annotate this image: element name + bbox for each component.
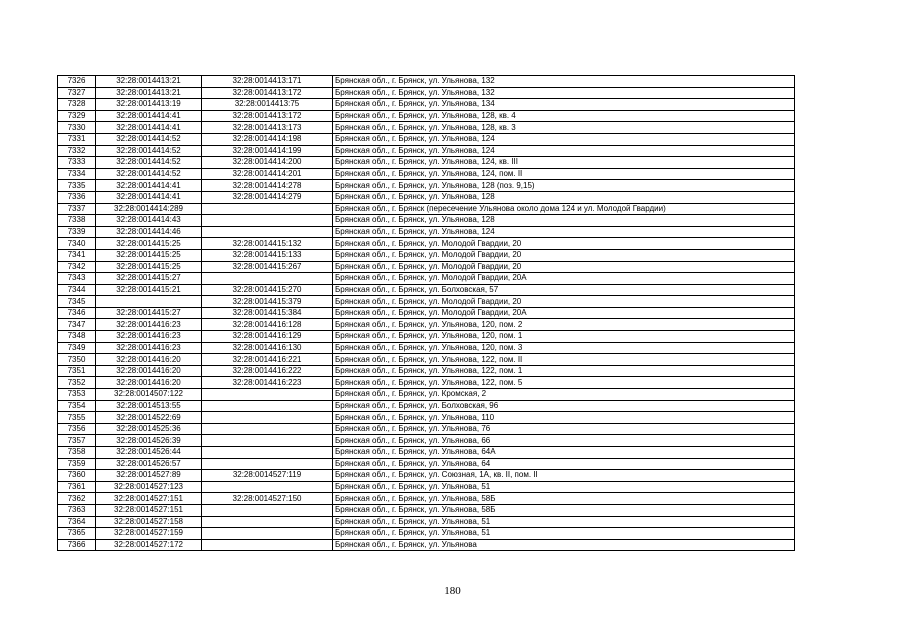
land-cadastral-number-cell: 32:28:0014527:151 <box>96 493 202 505</box>
address-cell: Брянская обл., г. Брянск, ул. Ульянова, 124 <box>333 133 795 145</box>
object-cadastral-number-cell <box>202 389 333 401</box>
table-row <box>58 365 795 377</box>
address-cell: Брянская обл., г. Брянск, ул. Ульянова, 128 (поз. 9,15) <box>333 180 795 192</box>
object-cadastral-number-cell <box>202 226 333 238</box>
table-row <box>58 273 795 285</box>
row-number-cell: 7332 <box>58 145 96 157</box>
address-cell: Брянская обл., г. Брянск, ул. Ульянова, 122, пом. II <box>333 354 795 366</box>
address-cell: Брянская обл., г. Брянск, ул. Ульянова, 64 <box>333 458 795 470</box>
row-number-cell: 7342 <box>58 261 96 273</box>
table-row <box>58 99 795 111</box>
address-cell: Брянская обл., г. Брянск, ул. Ульянова, 128 <box>333 191 795 203</box>
land-cadastral-number-cell: 32:28:0014414:52 <box>96 157 202 169</box>
address-cell: Брянская обл., г. Брянск, ул. Молодой Гвардии, 20А <box>333 307 795 319</box>
table-row <box>58 470 795 482</box>
table-row <box>58 203 795 215</box>
address-cell: Брянская обл., г. Брянск, ул. Ульянова, 64А <box>333 447 795 459</box>
row-number-cell: 7350 <box>58 354 96 366</box>
row-number-cell: 7362 <box>58 493 96 505</box>
table-row <box>58 284 795 296</box>
row-number-cell: 7335 <box>58 180 96 192</box>
land-cadastral-number-cell: 32:28:0014527:172 <box>96 539 202 551</box>
row-number-cell: 7333 <box>58 157 96 169</box>
table-row <box>58 145 795 157</box>
land-cadastral-number-cell: 32:28:0014416:20 <box>96 365 202 377</box>
row-number-cell: 7340 <box>58 238 96 250</box>
row-number-cell: 7365 <box>58 528 96 540</box>
object-cadastral-number-cell: 32:28:0014416:223 <box>202 377 333 389</box>
object-cadastral-number-cell <box>202 458 333 470</box>
object-cadastral-number-cell: 32:28:0014414:201 <box>202 168 333 180</box>
object-cadastral-number-cell: 32:28:0014527:150 <box>202 493 333 505</box>
address-cell: Брянская обл., г. Брянск, ул. Ульянова, 122, пом. 5 <box>333 377 795 389</box>
table-row <box>58 238 795 250</box>
object-cadastral-number-cell <box>202 516 333 528</box>
address-cell: Брянская обл., г. Брянск, ул. Ульянова, 120, пом. 3 <box>333 342 795 354</box>
object-cadastral-number-cell: 32:28:0014415:384 <box>202 307 333 319</box>
address-cell: Брянская обл., г. Брянск, ул. Болховская, 96 <box>333 400 795 412</box>
row-number-cell: 7331 <box>58 133 96 145</box>
address-cell: Брянская обл., г. Брянск, ул. Ульянова, 66 <box>333 435 795 447</box>
address-cell: Брянская обл., г. Брянск, ул. Ульянова, 124 <box>333 145 795 157</box>
object-cadastral-number-cell: 32:28:0014414:279 <box>202 191 333 203</box>
address-cell: Брянская обл., г. Брянск, ул. Ульянова, 51 <box>333 481 795 493</box>
row-number-cell: 7357 <box>58 435 96 447</box>
land-cadastral-number-cell: 32:28:0014416:20 <box>96 354 202 366</box>
row-number-cell: 7355 <box>58 412 96 424</box>
table-row <box>58 168 795 180</box>
address-cell: Брянская обл., г. Брянск, ул. Молодой Гвардии, 20 <box>333 261 795 273</box>
land-cadastral-number-cell: 32:28:0014414:41 <box>96 180 202 192</box>
address-cell: Брянская обл., г. Брянск, ул. Ульянова <box>333 539 795 551</box>
land-cadastral-number-cell: 32:28:0014414:43 <box>96 215 202 227</box>
object-cadastral-number-cell: 32:28:0014413:172 <box>202 110 333 122</box>
object-cadastral-number-cell: 32:28:0014414:199 <box>202 145 333 157</box>
object-cadastral-number-cell <box>202 481 333 493</box>
table-row <box>58 296 795 308</box>
land-cadastral-number-cell: 32:28:0014415:21 <box>96 284 202 296</box>
row-number-cell: 7361 <box>58 481 96 493</box>
land-cadastral-number-cell: 32:28:0014527:159 <box>96 528 202 540</box>
table-row <box>58 110 795 122</box>
object-cadastral-number-cell: 32:28:0014414:278 <box>202 180 333 192</box>
land-cadastral-number-cell: 32:28:0014415:25 <box>96 249 202 261</box>
row-number-cell: 7337 <box>58 203 96 215</box>
table-row <box>58 539 795 551</box>
table-row <box>58 76 795 88</box>
land-cadastral-number-cell: 32:28:0014527:123 <box>96 481 202 493</box>
address-cell: Брянская обл., г. Брянск, ул. Ульянова, 124, пом. II <box>333 168 795 180</box>
address-cell: Брянская обл., г. Брянск, ул. Молодой Гвардии, 20 <box>333 296 795 308</box>
row-number-cell: 7347 <box>58 319 96 331</box>
row-number-cell: 7359 <box>58 458 96 470</box>
row-number-cell: 7343 <box>58 273 96 285</box>
land-cadastral-number-cell: 32:28:0014414:289 <box>96 203 202 215</box>
object-cadastral-number-cell: 32:28:0014416:128 <box>202 319 333 331</box>
object-cadastral-number-cell <box>202 504 333 516</box>
address-cell: Брянская обл., г. Брянск, ул. Ульянова, 120, пом. 1 <box>333 331 795 343</box>
address-cell: Брянская обл., г. Брянск, ул. Ульянова, 76 <box>333 423 795 435</box>
table-row <box>58 412 795 424</box>
object-cadastral-number-cell: 32:28:0014415:270 <box>202 284 333 296</box>
address-cell: Брянская обл., г. Брянск, ул. Ульянова, 58Б <box>333 493 795 505</box>
address-cell: Брянская обл., г. Брянск, ул. Ульянова, 110 <box>333 412 795 424</box>
land-cadastral-number-cell: 32:28:0014513:55 <box>96 400 202 412</box>
object-cadastral-number-cell <box>202 423 333 435</box>
land-cadastral-number-cell: 32:28:0014414:52 <box>96 145 202 157</box>
land-cadastral-number-cell: 32:28:0014526:39 <box>96 435 202 447</box>
row-number-cell: 7334 <box>58 168 96 180</box>
land-cadastral-number-cell <box>96 296 202 308</box>
address-cell: Брянская обл., г. Брянск, ул. Ульянова, 124, кв. III <box>333 157 795 169</box>
table-row <box>58 389 795 401</box>
object-cadastral-number-cell: 32:28:0014413:75 <box>202 99 333 111</box>
row-number-cell: 7356 <box>58 423 96 435</box>
row-number-cell: 7330 <box>58 122 96 134</box>
table-row <box>58 400 795 412</box>
table-row <box>58 133 795 145</box>
object-cadastral-number-cell: 32:28:0014415:379 <box>202 296 333 308</box>
table-row <box>58 157 795 169</box>
land-cadastral-number-cell: 32:28:0014413:19 <box>96 99 202 111</box>
table-row <box>58 504 795 516</box>
table-row <box>58 458 795 470</box>
object-cadastral-number-cell: 32:28:0014415:133 <box>202 249 333 261</box>
table-row <box>58 215 795 227</box>
land-cadastral-number-cell: 32:28:0014414:41 <box>96 110 202 122</box>
row-number-cell: 7354 <box>58 400 96 412</box>
table-row <box>58 423 795 435</box>
address-cell: Брянская обл., г. Брянск, ул. Ульянова, 128, кв. 4 <box>333 110 795 122</box>
land-cadastral-number-cell: 32:28:0014525:36 <box>96 423 202 435</box>
land-cadastral-number-cell: 32:28:0014527:89 <box>96 470 202 482</box>
row-number-cell: 7348 <box>58 331 96 343</box>
land-cadastral-number-cell: 32:28:0014413:21 <box>96 76 202 88</box>
land-cadastral-number-cell: 32:28:0014415:27 <box>96 307 202 319</box>
object-cadastral-number-cell: 32:28:0014413:171 <box>202 76 333 88</box>
land-cadastral-number-cell: 32:28:0014527:151 <box>96 504 202 516</box>
row-number-cell: 7341 <box>58 249 96 261</box>
land-cadastral-number-cell: 32:28:0014415:25 <box>96 238 202 250</box>
address-cell: Брянская обл., г. Брянск, ул. Ульянова, 58Б <box>333 504 795 516</box>
address-cell: Брянская обл., г. Брянск, ул. Молодой Гвардии, 20 <box>333 249 795 261</box>
table-row <box>58 191 795 203</box>
row-number-cell: 7329 <box>58 110 96 122</box>
row-number-cell: 7338 <box>58 215 96 227</box>
row-number-cell: 7352 <box>58 377 96 389</box>
table-row <box>58 319 795 331</box>
row-number-cell: 7346 <box>58 307 96 319</box>
land-cadastral-number-cell: 32:28:0014414:41 <box>96 122 202 134</box>
table-row <box>58 493 795 505</box>
land-cadastral-number-cell: 32:28:0014526:44 <box>96 447 202 459</box>
table-row <box>58 377 795 389</box>
row-number-cell: 7349 <box>58 342 96 354</box>
land-cadastral-number-cell: 32:28:0014416:23 <box>96 342 202 354</box>
table-row <box>58 180 795 192</box>
object-cadastral-number-cell: 32:28:0014414:200 <box>202 157 333 169</box>
address-cell: Брянская обл., г. Брянск, ул. Ульянова, 120, пом. 2 <box>333 319 795 331</box>
object-cadastral-number-cell: 32:28:0014416:130 <box>202 342 333 354</box>
object-cadastral-number-cell <box>202 273 333 285</box>
row-number-cell: 7363 <box>58 504 96 516</box>
address-cell: Брянская обл., г. Брянск, ул. Ульянова, 51 <box>333 516 795 528</box>
object-cadastral-number-cell <box>202 203 333 215</box>
row-number-cell: 7344 <box>58 284 96 296</box>
object-cadastral-number-cell <box>202 215 333 227</box>
address-cell: Брянская обл., г. Брянск, ул. Ульянова, 122, пом. 1 <box>333 365 795 377</box>
table-row <box>58 481 795 493</box>
address-cell: Брянская обл., г. Брянск, ул. Молодой Гвардии, 20 <box>333 238 795 250</box>
land-cadastral-number-cell: 32:28:0014413:21 <box>96 87 202 99</box>
object-cadastral-number-cell <box>202 412 333 424</box>
object-cadastral-number-cell: 32:28:0014416:222 <box>202 365 333 377</box>
table-row <box>58 249 795 261</box>
address-cell: Брянская обл., г. Брянск, ул. Ульянова, 128 <box>333 215 795 227</box>
table-row <box>58 122 795 134</box>
land-cadastral-number-cell: 32:28:0014414:41 <box>96 191 202 203</box>
table-row <box>58 226 795 238</box>
address-cell: Брянская обл., г. Брянск, ул. Ульянова, 132 <box>333 87 795 99</box>
land-cadastral-number-cell: 32:28:0014415:27 <box>96 273 202 285</box>
address-cell: Брянская обл., г. Брянск (пересечение Ульянова около дома 124 и ул. Молодой Гвардии) <box>333 203 795 215</box>
address-cell: Брянская обл., г. Брянск, ул. Болховская, 57 <box>333 284 795 296</box>
address-cell: Брянская обл., г. Брянск, ул. Ульянова, 51 <box>333 528 795 540</box>
object-cadastral-number-cell: 32:28:0014415:267 <box>202 261 333 273</box>
row-number-cell: 7336 <box>58 191 96 203</box>
object-cadastral-number-cell <box>202 539 333 551</box>
row-number-cell: 7358 <box>58 447 96 459</box>
row-number-cell: 7364 <box>58 516 96 528</box>
object-cadastral-number-cell: 32:28:0014413:172 <box>202 87 333 99</box>
land-cadastral-number-cell: 32:28:0014414:52 <box>96 133 202 145</box>
table-row <box>58 261 795 273</box>
object-cadastral-number-cell <box>202 435 333 447</box>
address-cell: Брянская обл., г. Брянск, ул. Ульянова, 134 <box>333 99 795 111</box>
row-number-cell: 7360 <box>58 470 96 482</box>
object-cadastral-number-cell: 32:28:0014527:119 <box>202 470 333 482</box>
table-row <box>58 331 795 343</box>
object-cadastral-number-cell: 32:28:0014413:173 <box>202 122 333 134</box>
land-cadastral-number-cell: 32:28:0014414:52 <box>96 168 202 180</box>
table-row <box>58 307 795 319</box>
object-cadastral-number-cell <box>202 447 333 459</box>
land-cadastral-number-cell: 32:28:0014415:25 <box>96 261 202 273</box>
land-cadastral-number-cell: 32:28:0014414:46 <box>96 226 202 238</box>
table-row <box>58 447 795 459</box>
address-cell: Брянская обл., г. Брянск, ул. Ульянова, 132 <box>333 76 795 88</box>
land-cadastral-number-cell: 32:28:0014416:23 <box>96 319 202 331</box>
address-cell: Брянская обл., г. Брянск, ул. Кромская, 2 <box>333 389 795 401</box>
object-cadastral-number-cell: 32:28:0014416:221 <box>202 354 333 366</box>
row-number-cell: 7339 <box>58 226 96 238</box>
land-cadastral-number-cell: 32:28:0014526:57 <box>96 458 202 470</box>
row-number-cell: 7328 <box>58 99 96 111</box>
row-number-cell: 7345 <box>58 296 96 308</box>
land-cadastral-number-cell: 32:28:0014522:69 <box>96 412 202 424</box>
table-row <box>58 354 795 366</box>
address-cell: Брянская обл., г. Брянск, ул. Ульянова, 124 <box>333 226 795 238</box>
cadastral-table <box>57 75 795 551</box>
object-cadastral-number-cell: 32:28:0014414:198 <box>202 133 333 145</box>
land-cadastral-number-cell: 32:28:0014416:20 <box>96 377 202 389</box>
cadastral-table-body <box>58 76 795 551</box>
address-cell: Брянская обл., г. Брянск, ул. Молодой Гвардии, 20А <box>333 273 795 285</box>
row-number-cell: 7351 <box>58 365 96 377</box>
address-cell: Брянская обл., г. Брянск, ул. Союзная, 1А, кв. II, пом. II <box>333 470 795 482</box>
object-cadastral-number-cell: 32:28:0014416:129 <box>202 331 333 343</box>
row-number-cell: 7353 <box>58 389 96 401</box>
object-cadastral-number-cell <box>202 528 333 540</box>
table-row <box>58 528 795 540</box>
land-cadastral-number-cell: 32:28:0014416:23 <box>96 331 202 343</box>
table-row <box>58 516 795 528</box>
page-number: 180 <box>444 585 461 597</box>
row-number-cell: 7326 <box>58 76 96 88</box>
table-row <box>58 87 795 99</box>
row-number-cell: 7327 <box>58 87 96 99</box>
row-number-cell: 7366 <box>58 539 96 551</box>
table-row <box>58 435 795 447</box>
land-cadastral-number-cell: 32:28:0014507:122 <box>96 389 202 401</box>
land-cadastral-number-cell: 32:28:0014527:158 <box>96 516 202 528</box>
object-cadastral-number-cell: 32:28:0014415:132 <box>202 238 333 250</box>
table-row <box>58 342 795 354</box>
object-cadastral-number-cell <box>202 400 333 412</box>
address-cell: Брянская обл., г. Брянск, ул. Ульянова, 128, кв. 3 <box>333 122 795 134</box>
